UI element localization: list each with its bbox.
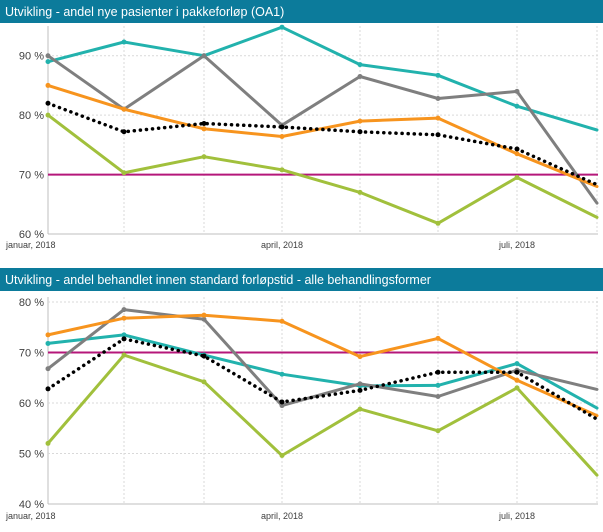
data-point — [280, 400, 285, 405]
chart-title: Utvikling - andel nye pasienter i pakkeforløp (OA1) — [0, 0, 603, 23]
data-point — [280, 134, 285, 139]
x-tick-label: juli, 2018 — [498, 511, 536, 521]
data-point — [46, 366, 51, 371]
data-point — [122, 316, 127, 321]
data-point — [280, 25, 285, 30]
data-point — [280, 372, 285, 377]
data-point — [358, 388, 363, 393]
data-point — [436, 132, 441, 137]
chart-plot — [0, 23, 603, 262]
data-point — [122, 336, 127, 341]
x-tick-label: juli, 2018 — [498, 240, 536, 250]
data-point — [280, 453, 285, 458]
chart-title: Utvikling - andel behandlet innen standard forløpstid - alle behandlingsformer — [0, 268, 603, 291]
data-point — [436, 370, 441, 375]
y-tick-label: 80 % — [18, 110, 44, 123]
data-point — [436, 73, 441, 78]
data-point — [515, 370, 520, 375]
data-point — [202, 379, 207, 384]
data-point — [202, 126, 207, 131]
data-point — [46, 101, 51, 106]
data-point — [46, 441, 51, 446]
data-point — [358, 354, 363, 359]
data-point — [358, 129, 363, 134]
data-point — [46, 59, 51, 64]
y-tick-label: 50 % — [18, 448, 44, 461]
y-tick-label: 90 % — [18, 50, 44, 63]
x-tick-label: april, 2018 — [260, 240, 304, 250]
data-point — [122, 40, 127, 45]
series-line-0 — [48, 27, 597, 130]
data-point — [515, 175, 520, 180]
data-point — [46, 341, 51, 346]
y-tick-label: 80 % — [18, 297, 44, 310]
data-point — [202, 354, 207, 359]
data-point — [436, 221, 441, 226]
data-point — [46, 386, 51, 391]
data-point — [358, 119, 363, 124]
data-point — [122, 307, 127, 312]
data-point — [202, 313, 207, 318]
data-point — [280, 167, 285, 172]
x-tick-label: april, 2018 — [260, 511, 304, 521]
data-point — [358, 381, 363, 386]
data-point — [122, 129, 127, 134]
data-point — [202, 121, 207, 126]
data-point — [515, 378, 520, 383]
y-tick-label: 40 % — [18, 499, 44, 511]
data-point — [202, 154, 207, 159]
data-point — [46, 332, 51, 337]
data-point — [280, 125, 285, 130]
data-point — [515, 151, 520, 156]
data-point — [46, 113, 51, 118]
data-point — [515, 385, 520, 390]
chart-plot — [0, 291, 603, 532]
data-point — [358, 74, 363, 79]
data-point — [436, 383, 441, 388]
y-tick-label: 70 % — [18, 169, 44, 182]
x-tick-label: januar, 2018 — [6, 240, 56, 250]
data-point — [280, 319, 285, 324]
data-point — [122, 107, 127, 112]
data-point — [515, 89, 520, 94]
y-tick-label: 70 % — [18, 347, 44, 360]
data-point — [436, 336, 441, 341]
data-point — [436, 116, 441, 121]
data-point — [436, 96, 441, 101]
y-tick-label: 60 % — [18, 398, 44, 411]
data-point — [358, 190, 363, 195]
data-point — [358, 407, 363, 412]
data-point — [515, 147, 520, 152]
data-point — [46, 83, 51, 88]
data-point — [202, 53, 207, 58]
data-point — [515, 104, 520, 109]
data-point — [436, 428, 441, 433]
data-point — [436, 394, 441, 399]
chart-panel-standard-forlopstid — [0, 268, 603, 532]
y-tick-label: 60 % — [18, 229, 44, 241]
data-point — [122, 170, 127, 175]
chart-panel-oa1 — [0, 0, 603, 262]
x-tick-label: januar, 2018 — [6, 511, 56, 521]
data-point — [515, 361, 520, 366]
series-line-3 — [48, 115, 597, 223]
data-point — [46, 53, 51, 58]
data-point — [122, 353, 127, 358]
data-point — [358, 62, 363, 67]
